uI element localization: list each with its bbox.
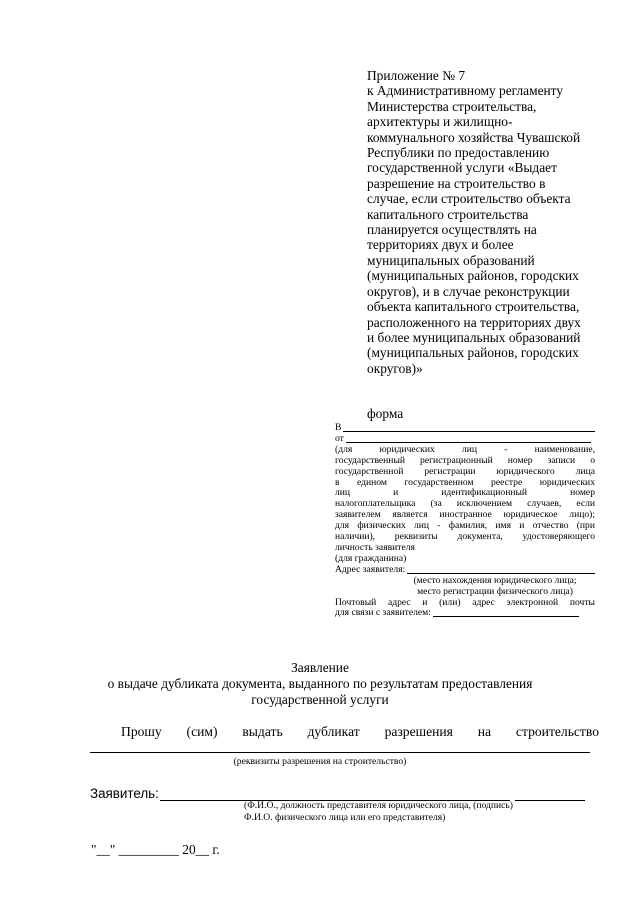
- address-field-line: [407, 565, 595, 574]
- description-line: для физических лиц - фамилия, имя и отчество (при: [335, 520, 595, 532]
- from-label: от: [335, 432, 344, 444]
- appendix-line: и более муниципальных образований: [367, 329, 581, 345]
- citizen-note: (для гражданина): [335, 552, 407, 564]
- signature-hint: (Ф.И.О., должность представителя юридического лица, (подпись): [244, 800, 513, 811]
- address-hint: (место нахождения юридического лица;: [413, 574, 577, 586]
- form-label: форма: [367, 406, 404, 421]
- appendix-line: Республики по предоставлению: [367, 145, 550, 161]
- description-line: в едином государственном реестре юридических: [335, 476, 595, 488]
- description-line: государственной регистрации юридического лица: [335, 465, 595, 477]
- address-hint: место регистрации физического лица): [417, 585, 573, 597]
- appendix-line: капитального строительства: [367, 206, 529, 222]
- appendix-line: территориях двух и более: [367, 237, 514, 253]
- email-row: [335, 608, 595, 619]
- document-title: Заявление: [291, 660, 349, 675]
- from-field-line: [346, 434, 591, 443]
- applicant-label: Заявитель:: [90, 786, 159, 801]
- description-line: заявителем является иностранное юридическое лицо);: [335, 509, 595, 521]
- appendix-line: к Административному регламенту: [367, 83, 564, 99]
- description-line: государственный регистрационный номер записи о: [335, 454, 595, 466]
- appendix-line: Министерства строительства,: [367, 98, 537, 114]
- description-line: лиц и идентификационный номер: [335, 487, 595, 499]
- permit-details-hint: (реквизиты разрешения на строительство): [233, 756, 407, 767]
- document-subtitle: о выдаче дубликата документа, выданного по результатам предоставления: [107, 676, 533, 691]
- appendix-line: случае, если строительство объекта: [367, 191, 571, 207]
- signature-line: [515, 800, 585, 801]
- appendix-line: округов)»: [367, 360, 423, 376]
- date-line: "__" _________ 20__ г.: [91, 842, 220, 857]
- appendix-line: Приложение № 7: [367, 68, 466, 83]
- appendix-header: [367, 68, 607, 376]
- appendix-line: разрешение на строительство в: [367, 175, 546, 191]
- recipient-block: [335, 423, 595, 619]
- to-field-line: [343, 423, 595, 432]
- signature-hint: Ф.И.О. физического лица или его представителя): [244, 812, 446, 823]
- request-text: Прошу (сим) выдать дубликат разрешения на строительство: [121, 724, 599, 739]
- description-last-line: личность заявителя: [335, 541, 415, 553]
- description-line: (для юридических лиц - наименование,: [335, 443, 595, 455]
- appendix-line: (муниципальных районов, городских: [367, 345, 579, 361]
- appendix-line: архитектуры и жилищно-: [367, 114, 513, 130]
- address-label: Адрес заявителя:: [335, 563, 406, 575]
- appendix-line: коммунального хозяйства Чувашской: [367, 129, 581, 145]
- description-line: налогоплательщика (за исключением случаев, если: [335, 498, 595, 510]
- appendix-line: объекта капитального строительства,: [367, 299, 580, 315]
- to-label: В: [335, 422, 342, 433]
- to-row: [335, 423, 595, 434]
- permit-details-line: [90, 752, 590, 753]
- appendix-line: расположенного на территориях двух: [367, 314, 581, 330]
- description-line: наличии), реквизиты документа, удостоверяющего: [335, 531, 595, 543]
- appendix-line: государственной услуги «Выдает: [367, 160, 557, 176]
- document-subtitle: государственной услуги: [251, 692, 389, 707]
- appendix-line: планируется осуществлять на: [367, 222, 537, 238]
- email-label: для связи с заявителем:: [335, 607, 431, 619]
- appendix-line: округов), и в случае реконструкции: [367, 283, 570, 299]
- appendix-line: (муниципальных районов, городских: [367, 268, 579, 284]
- appendix-line: муниципальных образований: [367, 252, 535, 268]
- email-line: Почтовый адрес и (или) адрес электронной почты: [335, 596, 595, 608]
- email-field-line: [433, 608, 579, 617]
